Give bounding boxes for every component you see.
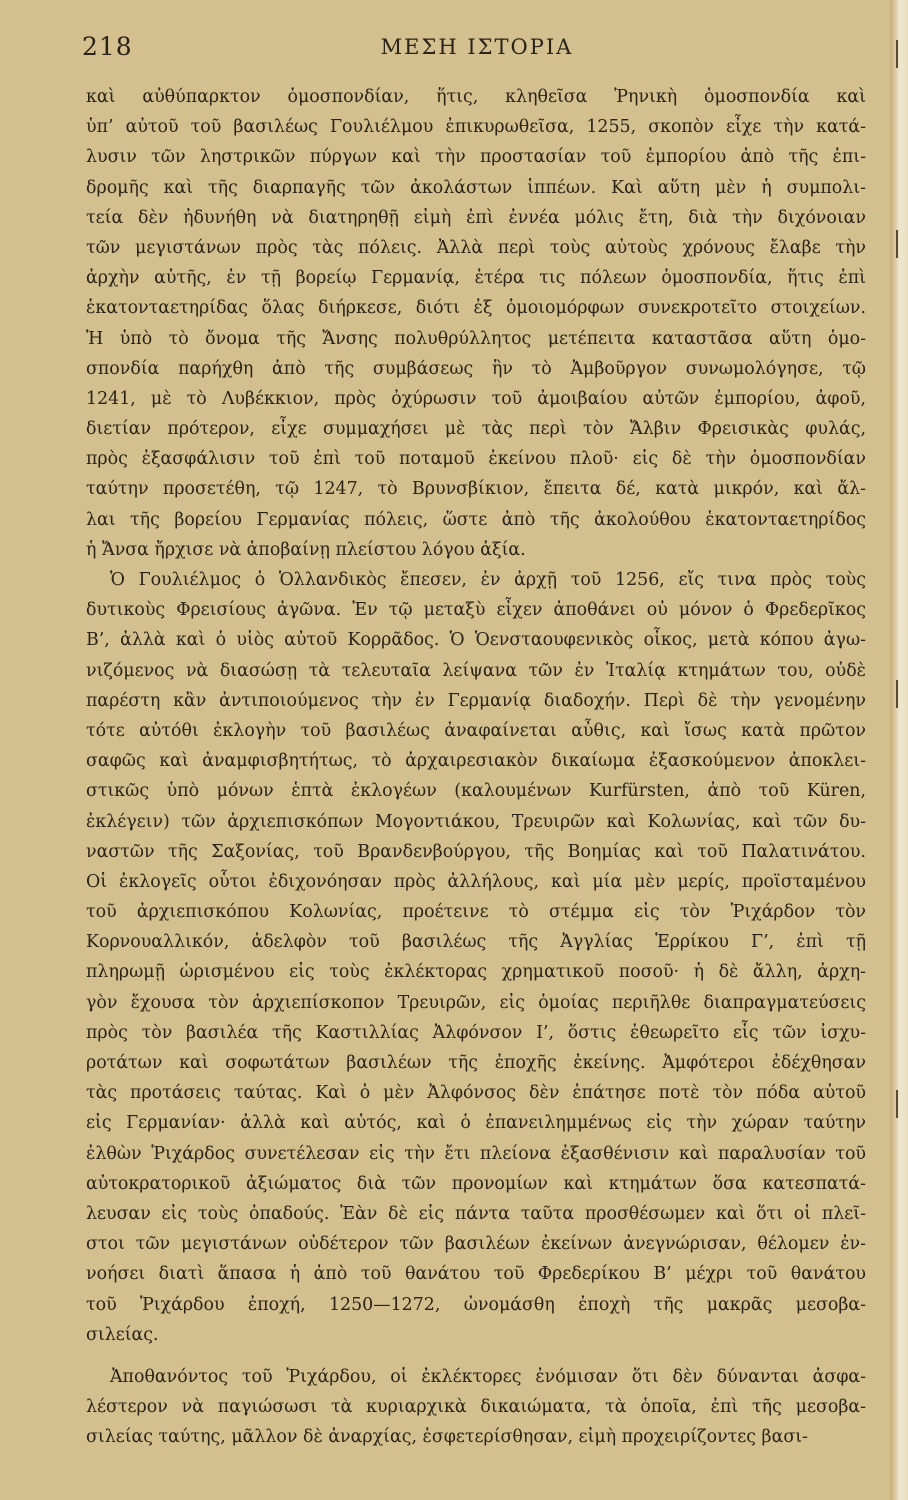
text-line: τοῦ Ῥιχάρδου ἐποχή, 1250—1272, ὠνομάσθη ἐποχὴ τῆς μακρᾶς μεσοβα-	[86, 1294, 866, 1315]
page-header	[82, 32, 872, 68]
text-line: Ἡ ὑπὸ τὸ ὄνομα τῆς Ἄνσης πολυθρύλλητος μετέπειτα καταστᾶσα αὕτη ὁμο-	[86, 328, 866, 349]
text-line: στικῶς ὑπὸ μόνων ἑπτὰ ἐκλογέων (καλουμένων Kurfürsten, ἀπὸ τοῦ Küren,	[86, 781, 866, 802]
text-line: τὰς προτάσεις ταύτας. Καὶ ὁ μὲν Ἀλφόνσος δὲν ἐπάτησε ποτὲ τὸν πόδα αὐτοῦ	[86, 1083, 866, 1104]
text-line: ἀρχὴν αὐτῆς, ἐν τῇ βορείῳ Γερμανίᾳ, ἑτέρα τις πόλεων ὁμοσπονδία, ἥτις ἐπὶ	[86, 268, 866, 289]
text-line: νοήσει διατὶ ἅπασα ἡ ἀπὸ τοῦ θανάτου τοῦ Φρεδερίκου Β’ μέχρι τοῦ θανάτου	[86, 1264, 866, 1285]
text-line: αὐτοκρατορικοῦ ἀξιώματος διὰ τῶν προνομίων καὶ κτημάτων ὅσα κατεσπατά-	[86, 1173, 866, 1194]
text-line: ἐκλέγειν) τῶν ἀρχιεπισκόπων Μογοντιάκου, Τρευιρῶν καὶ Κολωνίας, καὶ τῶν δυ-	[86, 811, 866, 832]
text-line: σπονδία παρήχθη ἀπὸ τῆς συμβάσεως ἣν τὸ Ἀμβοῦργον συνωμολόγησε, τῷ	[86, 358, 866, 379]
text-line: νιζόμενος νὰ διασώσῃ τὰ τελευταῖα λείψανα τῶν ἐν Ἰταλίᾳ κτημάτων του, οὐδὲ	[86, 660, 866, 681]
text-line: ὑπ’ αὐτοῦ τοῦ βασιλέως Γουλιέλμου ἐπικυρωθεῖσα, 1255, σκοπὸν εἶχε τὴν κατά-	[86, 117, 866, 138]
text-line: ἐλθὼν Ῥιχάρδος συνετέλεσαν εἰς τὴν ἔτι πλείονα ἐξασθένισιν καὶ παραλυσίαν τοῦ	[86, 1143, 866, 1164]
text-line: λέστερον νὰ παγιώσωσι τὰ κυριαρχικὰ δικαιώματα, τὰ ὁποῖα, ἐπὶ τῆς μεσοβα-	[86, 1397, 866, 1418]
text-line: Ὁ Γουλιέλμος ὁ Ὁλλανδικὸς ἔπεσεν, ἐν ἀρχῇ τοῦ 1256, εἴς τινα πρὸς τοὺς	[110, 570, 866, 590]
text-line: εἰς Γερμανίαν· ἀλλὰ καὶ αὐτός, καὶ ὁ ἐπανειλημμένως εἰς τὴν χώραν ταύτην	[86, 1113, 866, 1134]
paragraph	[86, 1362, 866, 1453]
paragraph	[86, 82, 866, 565]
text-line: δυτικοὺς Φρεισίους ἀγῶνα. Ἐν τῷ μεταξὺ εἶχεν ἀποθάνει οὐ μόνον ὁ Φρεδερῖκος	[86, 600, 866, 621]
paragraph	[86, 565, 866, 1350]
text-line: ταύτην προσετέθη, τῷ 1247, τὸ Βρυνσβίκιον, ἔπειτα δέ, κατὰ μικρόν, καὶ ἄλ-	[86, 479, 866, 500]
text-line: στοι τῶν μεγιστάνων οὐδέτερον τῶν βασιλέων ἐκείνων ἀνεγνώρισαν, θέλομεν ἐν-	[86, 1234, 866, 1255]
text-line: τότε αὐτόθι ἐκλογὴν τοῦ βασιλέως ἀναφαίνεται αὖθις, καὶ ἴσως κατὰ πρῶτον	[86, 720, 866, 741]
text-line: ἡ Ἄνσα ἤρχισε νὰ ἀποβαίνῃ πλείστου λόγου ἀξία.	[86, 539, 526, 560]
adjacent-page-edge	[890, 0, 908, 1500]
page-number: 218	[82, 32, 133, 61]
text-line: λαι τῆς βορείου Γερμανίας πόλεις, ὥστε ἀπὸ τῆς ἀκολούθου ἑκατονταετηρίδος	[86, 509, 866, 530]
text-line: 1241, μὲ τὸ Λυβέκκιον, πρὸς ὀχύρωσιν τοῦ ἀμοιβαίου αὐτῶν ἐμπορίου, ἀφοῦ,	[86, 388, 866, 409]
text-line: ἑκατονταετηρίδας ὅλας διήρκεσε, διότι ἐξ ὁμοιομόρφων συνεκροτεῖτο στοιχείων.	[86, 298, 866, 319]
text-line: Β’, ἀλλὰ καὶ ὁ υἱὸς αὐτοῦ Κορρᾶδος. Ὁ Ὁενσταουφενικὸς οἶκος, μετὰ κόπου ἀγω-	[86, 630, 866, 651]
text-line: ναστῶν τῆς Σαξονίας, τοῦ Βρανδενβούργου, τῆς Βοημίας καὶ τοῦ Παλατινάτου.	[86, 841, 866, 862]
text-line: δρομῆς καὶ τῆς διαρπαγῆς τῶν ἀκολάστων ἱππέων. Καὶ αὕτη μὲν ἡ συμπολι-	[86, 177, 866, 198]
text-line: λυσιν τῶν ληστρικῶν πύργων καὶ τὴν προστασίαν τοῦ ἐμπορίου ἀπὸ τῆς ἐπι-	[86, 147, 866, 168]
text-line: λευσαν εἰς τοὺς ὀπαδούς. Ἐὰν δὲ εἰς πάντα ταῦτα προσθέσωμεν καὶ ὅτι οἱ πλεῖ-	[86, 1203, 866, 1224]
running-title: ΜΕΣΗ ΙΣΤΟΡΙΑ	[380, 35, 574, 59]
text-line: καὶ αὐθύπαρκτον ὁμοσπονδίαν, ἥτις, κληθεῖσα Ῥηνικὴ ὁμοσπονδία καὶ	[86, 87, 866, 107]
text-line: σιλείας.	[86, 1324, 159, 1345]
text-line: γὸν ἔχουσα τὸν ἀρχιεπίσκοπον Τρευιρῶν, εἰς ὁμοίας περιῆλθε διαπραγματεύσεις	[86, 992, 866, 1013]
text-line: τεία δὲν ἠδυνήθη νὰ διατηρηθῇ εἰμὴ ἐπὶ ἐννέα μόλις ἔτη, διὰ τὴν διχόνοιαν	[86, 207, 866, 228]
text-line: τῶν μεγιστάνων πρὸς τὰς πόλεις. Ἀλλὰ περὶ τοὺς αὐτοὺς χρόνους ἔλαβε τὴν	[86, 237, 866, 258]
text-line: Οἱ ἐκλογεῖς οὗτοι ἐδιχονόησαν πρὸς ἀλλήλους, καὶ μία μὲν μερίς, προϊσταμένου	[86, 871, 866, 892]
text-line: σαφῶς καὶ ἀναμφισβητήτως, τὸ ἀρχαιρεσιακὸν δικαίωμα ἐξασκούμενον ἀποκλει-	[86, 751, 866, 772]
text-line: Ἀποθανόντος τοῦ Ῥιχάρδου, οἱ ἐκλέκτορες ἐνόμισαν ὅτι δὲν δύνανται ἀσφα-	[110, 1366, 866, 1387]
text-line: πρὸς ἐξασφάλισιν τοῦ ἐπὶ τοῦ ποταμοῦ ἐκείνου πλοῦ· εἰς δὲ τὴν ὁμοσπονδίαν	[86, 449, 866, 470]
text-line: πρὸς τὸν βασιλέα τῆς Καστιλλίας Ἀλφόνσον Ι’, ὅστις ἐθεωρεῖτο εἷς τῶν ἰσχυ-	[86, 1022, 866, 1043]
text-line: τοῦ ἀρχιεπισκόπου Κολωνίας, προέτεινε τὸ στέμμα εἰς τὸν Ῥιχάρδον τὸν	[86, 902, 866, 923]
text-line: ροτάτων καὶ σοφωτάτων βασιλέων τῆς ἐποχῆς ἐκείνης. Ἀμφότεροι ἐδέχθησαν	[86, 1053, 866, 1073]
text-line: Κορνουαλλικόν, ἀδελφὸν τοῦ βασιλέως τῆς Ἀγγλίας Ἑρρίκου Γ’, ἐπὶ τῇ	[86, 932, 866, 953]
text-line: σιλείας ταύτης, μᾶλλον δὲ ἀναρχίας, ἐσφετερίσθησαν, εἰμὴ προχειρίζοντες βασι-	[86, 1427, 808, 1448]
text-line: διετίαν πρότερον, εἶχε συμμαχήσει μὲ τὰς περὶ τὸν Ἄλβιν Φρεισικὰς φυλάς,	[86, 419, 866, 440]
body-text	[86, 82, 866, 1452]
text-line: πληρωμῇ ὡρισμένου εἰς τοὺς ἐκλέκτορας χρηματικοῦ ποσοῦ· ἡ δὲ ἄλλη, ἀρχη-	[86, 962, 866, 983]
text-line: παρέστη κἂν ἀντιποιούμενος τὴν ἐν Γερμανίᾳ διαδοχήν. Περὶ δὲ τὴν γενομένην	[86, 690, 866, 711]
